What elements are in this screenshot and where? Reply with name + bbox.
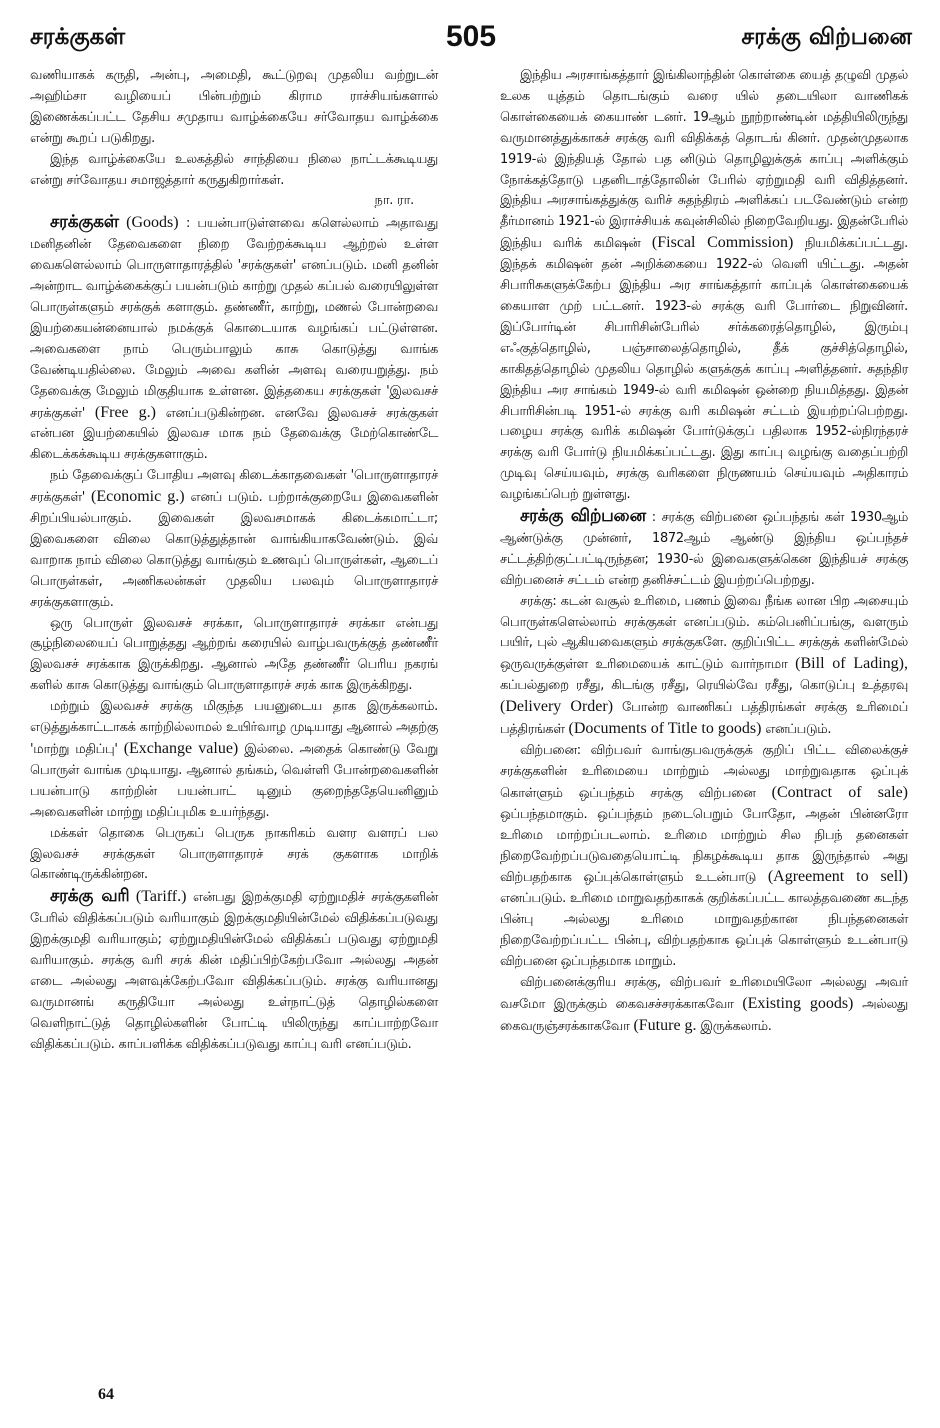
- paragraph-text: மற்றும் இலவசச் சரக்கு மிகுந்த பயனுடைய தாக இருக்கலாம். எடுத்துக்காட்டாகக் காற்றில்லாமல் உயிர்வாழ முடியாது ஆனால் அதற்கு 'மாற்று மதிப்பு': [30, 699, 438, 757]
- running-head-left: சரக்குகள்: [30, 24, 126, 50]
- entry-goods: [30, 212, 438, 466]
- paragraph-text: விற்பனை: விற்பவர் வாங்குபவருக்குக் குறிப் பிட்ட விலைக்குச் சரக்குகளின் உரிமையை மாற்றும் அல்லது மாற்றுவதாக ஒப்புக் கொள்ளும் ஒப்பந்தம் சரக்கு விற்பனை: [500, 743, 908, 801]
- signature-number: 64: [98, 1386, 114, 1403]
- entry-text: என்பது இறக்குமதி ஏற்றுமதிச் சரக்குகளின் பேரில் விதிக்கப்படும் வரியாகும் இறக்குமதியின்மேல் விதிக்கப்படுவது இறக்குமதி வரியாகும்; ஏற்றுமதியின்மேல் விதிக்கப் படுவது ஏற்றுமதி வரியாகும். சரக்கு வரி சரக் கின் மதிப்பிற்கேற்பவோ அல்லது அதன் எடை அல்லது அளவுக்கேற்பவோ விதிக்கப்படும். சரக்கு வரியானது வருமானங் கருதியோ அல்லது உள்நாட்டுத் தொழில்களை வெளிநாட்டுத் தொழில்களின் போட்டி யிலிருந்து காப்பாற்றவோ விதிக்கப்படும். காப்பளிக்க விதிக்கப்படுவது காப்பு வரி எனப்படும்.: [30, 890, 438, 1052]
- paragraph: [30, 466, 438, 613]
- paragraph-text: எனப்படும். உரிமை மாறுவதற்காகக் குறிக்கப்பட்ட காலத்தவணை கடந்த பின்பு அல்லது உரிமை மாறுவதற்கான நிபந்தனைகள் நிறைவேற்றப்பட்ட பின்பு, விற்பதற்காக ஒப்புக் கொள்ளும் உடன்பாடு விற்பனை ஒப்பந்தமாக மாறும்.: [500, 891, 908, 970]
- paragraph-text: நியமிக்கப்பட்டது. இந்தக் கமிஷன் தன் அறிக்கையை 1922-ல் வெளி யிட்டது. அதன் சிபாரிசுகளுக்கேற்ப இந்திய அர சாங்கத்தார் காப்புக் கொள்கையைக் கையாள முற் பட்டனர். 1923-ல் சரக்கு வரி போர்டை நிறுவினர். இப்போர்டின் சிபாரிசின்பேரில் சர்க்கரைத்தொழில், இரும்பு எஃகுத்தொழில், பஞ்சாலைத்தொழில், தீக் குச்சித்தொழில், காகிதத்தொழில் முதலிய தொழில் களுக்குக் காப்பு அளித்தனர். சுதந்திர இந்திய அர சாங்கம் 1949-ல் வரி கமிஷன் ஒன்றை நியமித்தது. இதன் சிபாரிசின்படி 1951-ல் சரக்கு வரி கமிஷன் சட்டம் இயற்றப்பெற்றது. பழைய சரக்கு வரிக் கமிஷன் போர்டுக்குப் பதிலாக 1952-ல்நிரந்தரச் சரக்கு வரி போர்டு நியமிக்கப்பட்டது. இது காப்பு வழங்கு வதைப்பற்றி முடிவு செய்யவும், சரக்கு வரிகளை நிருணயம் செய்யவும் அதிகாரம் வழங்கப்பெற் றுள்ளது.: [500, 236, 909, 503]
- english-term: (Agreement to sell): [767, 868, 909, 886]
- paragraph-text: அல்லது கைவருஞ்சரக்காகவோ: [500, 996, 908, 1034]
- paragraph: [500, 973, 908, 1038]
- paragraph-text: நம் தேவைக்குப் போதிய அளவு கிடைக்காதவைகள் 'பொருளாதாரச் சரக்குகள்': [30, 468, 438, 506]
- entry-sale-of-goods: [500, 506, 908, 592]
- paragraph: [500, 592, 908, 741]
- paragraph: இந்த வாழ்க்கையே உலகத்தில் சாந்தியை நிலை நாட்டக்கூடியது என்று சர்வோதய சமாஜத்தார் கருதுகிறார்கள்.: [30, 151, 438, 188]
- english-term: (Contract of sale): [771, 783, 908, 801]
- paragraph-text: சரக்கு: கடன் வசூல் உரிமை, பணம் இவை நீங்க லான பிற அசையும் பொருள்களெல்லாம் சரக்குகள் எனப்படும். கம்பெனிப்பங்கு, வளரும் பயிர், புல் ஆகியவைகளும் சரக்குகளே. குறிப்பிட்ட சரக்குக் களின்மேல் ஒருவருக்குள்ள உரிமையைக் காட்டும் வார்நாமா: [500, 593, 908, 673]
- paragraph-text: ஒப்பந்தமாகும். ஒப்பந்தம் நடைபெறும் போதோ, அதன் பின்னரோ உரிமை மாற்றப்படலாம். உரிமை மாற்றும் சில நிபந் தனைகள் நிறைவேற்றப்படுவதையொட்டி நிகழக்கூடிய தாக இருந்தால் அது விற்பதற்காக ஒப்புக்கொள்ளும் உடன்பாடு: [500, 806, 908, 886]
- english-term: (Tariff.): [135, 888, 187, 906]
- author-signature: நா. ரா.: [374, 193, 414, 209]
- entry-text: எனப்படுகின்றன. எனவே இலவசச் சரக்குகள் என்பன இயற்கையில் இலவச மாக நம் தேவைக்கு மேற்கொண்டே கிடைக்கக்கூடிய சரக்குகளாகும்.: [30, 405, 438, 463]
- paragraph-text: கப்பல்துறை ரசீது, கிடங்கு ரசீது, ரெயில்வே ரசீது, கொடுப்பு உத்தரவு: [500, 678, 908, 694]
- paragraph-text: இல்லை. அதைக் கொண்டு வேறு பொருள் வாங்க முடியாது. ஆனால் தங்கம், வெள்ளி போன்றவைகளின் பயன்பாடு காற்றின் பயன்பாட் டினும் குறைந்ததேயெனினும் அவைகளின் மாற்று மதிப்புமிக உயர்ந்தது.: [30, 742, 438, 820]
- entry-tariff: [30, 886, 438, 1055]
- entry-term: சரக்குகள்: [50, 212, 119, 233]
- right-column: [500, 66, 908, 1038]
- english-term: (Documents of Title to goods): [568, 720, 762, 738]
- paragraph: ஒரு பொருள் இலவசச் சரக்கா, பொருளாதாரச் சரக்கா என்பது சூழ்நிலையைப் பொறுத்தது ஆற்றங் கரையில் வாழ்பவருக்குத் தண்ணீர் இலவசச் சரக்காக இருக்கிறது. ஆனால் அதே தண்ணீர் பெரிய நகரங் களில் காசு கொடுத்து வாங்கும் பொருளாதாரச் சரக் காக இருக்கிறது.: [30, 615, 438, 694]
- entry-term: சரக்கு வரி: [50, 886, 130, 907]
- english-term: (Free g.): [94, 403, 156, 421]
- left-column: [30, 66, 438, 1056]
- page-header: [30, 20, 912, 60]
- english-term: (Fiscal Commission): [651, 234, 794, 252]
- paragraph: மக்கள் தொகை பெருகப் பெருக நாகரிகம் வளர வளரப் பல இலவசச் சரக்குகள் பொருளாதாரச் சரக் குகளாக மாறிக் கொண்டிருக்கின்றன.: [30, 825, 438, 883]
- paragraph-text: எனப் படும். பற்றாக்குறையே இவைகளின் சிறப்பியல்பாகும். இவைகள் இலவசமாகக் கிடைக்கமாட்டா; இவைகளை விலை கொடுத்துத்தான் வாங்கியாகவேண்டும். இவ் வாறாக நாம் விலை கொடுத்து வாங்கும் உணவுப் பொருள்கள், ஆடைப் பொருள்கள், அணிகலன்கள் முதலிய பலவும் பொருளாதாரச் சரக்குகளாகும்.: [30, 490, 438, 610]
- paragraph: வணியாகக் கருதி, அன்பு, அமைதி, கூட்டுறவு முதலிய வற்றுடன் அஹிம்சா வழியைப் பின்பற்றும் கிராம ராச்சியங்களால் இணைக்கப்பட்ட தேசிய சமுதாய வாழ்க்கையே சர்வோதய வாழ்க்கை என்று கூறப் படுகிறது.: [30, 68, 438, 146]
- entry-text: : சரக்கு விற்பனை ஒப்பந்தங் கள் 1930ஆம் ஆண்டுக்கு முன்னர், 1872ஆம் ஆண்டு இந்திய ஒப்பந்தச் சட்டத்திற்குட்பட்டிருந்தன; 1930-ல் இவைகளுக்கென இந்தியச் சரக்கு விற்பனைச் சட்டம் என்ற தனிச்சட்டம் இயற்றப்பெற்றது.: [500, 510, 908, 588]
- english-term: (Economic g.): [91, 488, 185, 506]
- english-term: (Delivery Order): [500, 698, 614, 716]
- paragraph-text: எனப்படும்.: [765, 722, 832, 738]
- english-term: (Future g.: [633, 1016, 697, 1034]
- paragraph: [30, 697, 438, 823]
- entry-text: : பயன்பாடுள்ளவை களெல்லாம் அதாவது மனிதனின் தேவைகளை நிறை வேற்றக்கூடிய ஆற்றல் உள்ள வைகளெல்லாம் பொருளாதாரத்தில் 'சரக்குகள்' எனப்படும். மனி தனின் அன்றாட வாழ்க்கைக்குப் பயன்படும் காற்று முதல் கப்பல் வரையிலுள்ள பொருள்களும் சரக்குக் களாகும். தண்ணீர், காற்று, மணல் போன்றவை இயற்கையன்னையால் நமக்குக் கொடையாக வழங்கப் பட்டுள்ளன. அவைகளை நாம் பெரும்பாலும் காசு கொடுத்து வாங்க வேண்டியதில்லை. மேலும் அவை களின் அளவு வரையறுத்து. நம் தேவைக்கு மேலும் மிகுதியாக உள்ளன. இத்தகைய சரக்குகள் 'இலவசச் சரக்குகள்': [30, 216, 438, 421]
- paragraph-text: இந்திய அரசாங்கத்தார் இங்கிலாந்தின் கொள்கை யைத் தழுவி முதல் உலக யுத்தம் தொடங்கும் வரை யில் தடையிலா வாணிகக் கொள்கையைக் கையாண் டனர். 19ஆம் நூற்றாண்டின் மத்தியிலிருந்து வருமானத்துக்காகச் சரக்கு வரி விதிக்கத் தொடங் கினர். முதன்முதலாக 1919-ல் இந்தியத் தோல் பத னிடும் தொழிலுக்குக் காப்பு அளிக்கும் நோக்கத்தோடு பதனிடாத்தோலின் பேரில் ஏற்றுமதி வரி விதித்தனர். இந்திய அரசாங்கத்துக்கு வரிச் சுதந்திரம் அளிக்கப் படவேண்டும் என்ற தீர்மானம் 1921-ல் இராச்சியக் கவுன்சிலில் நிறைவேறியது. இதன்பேரில் இந்திய வரிக் கமிஷன்: [500, 68, 908, 252]
- entry-term: சரக்கு விற்பனை: [520, 506, 646, 527]
- paragraph: [500, 66, 908, 506]
- english-term: (Bill of Lading),: [795, 655, 908, 673]
- paragraph-text: இருக்கலாம்.: [700, 1018, 772, 1034]
- english-term: (Goods): [126, 214, 179, 232]
- paragraph-text: போன்ற வாணிகப் பத்திரங்கள் சரக்கு உரிமைப் பத்திரங்கள்: [500, 700, 908, 738]
- running-head-right: சரக்கு விற்பனை: [741, 24, 912, 50]
- english-term: (Exchange value): [123, 740, 239, 757]
- paragraph: [500, 741, 908, 973]
- paragraph-text: விற்பனைக்குரிய சரக்கு, விற்பவர் உரிமையிலோ அல்லது அவர் வசமோ இருக்கும் கைவசச்சரக்காகவோ: [500, 974, 908, 1012]
- english-term: (Existing goods): [742, 994, 854, 1012]
- page-number: 505: [445, 20, 497, 53]
